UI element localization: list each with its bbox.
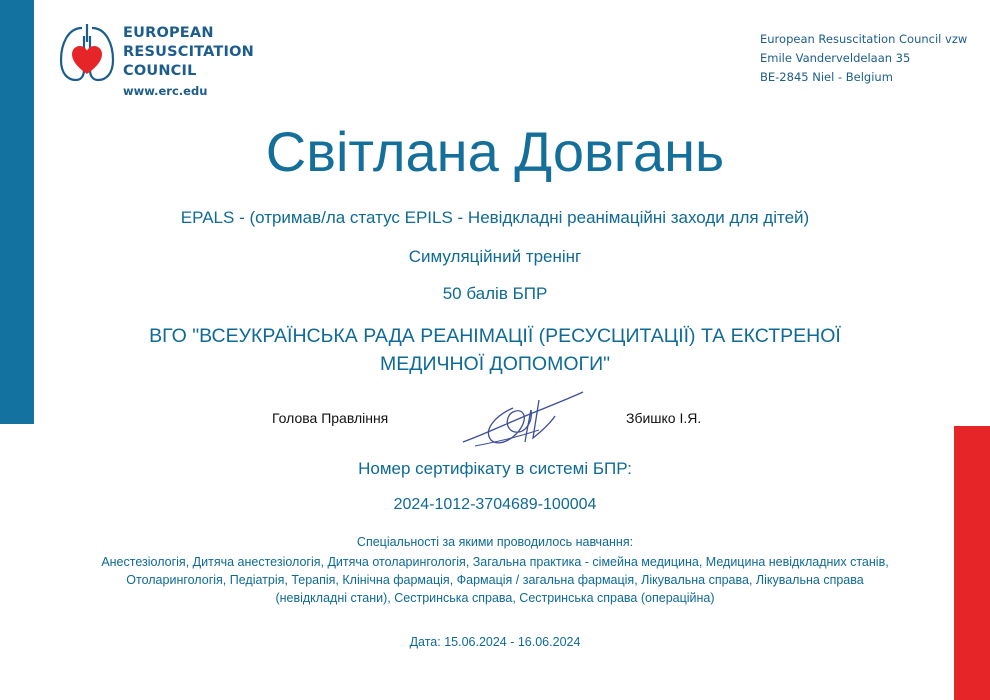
cpd-points: 50 балів БПР xyxy=(442,284,548,303)
certificate-number: 2024-1012-3704689-100004 xyxy=(393,496,597,513)
signatory-title: Голова Правління xyxy=(272,410,389,426)
organization-line-2: МЕДИЧНОЇ ДОПОМОГИ" xyxy=(379,353,611,375)
logo-url: www.erc.edu xyxy=(123,84,208,98)
specialties-title: Спеціальності за якими проводилось навчання: xyxy=(356,535,634,549)
specialties-line-1: Анестезіологія, Дитяча анестезіологія, Дитяча отоларингологія, Загальна практика - сімейна медицина, Медицина невідкладних станів, xyxy=(101,555,889,569)
signatory-name: Збишко І.Я. xyxy=(626,410,702,426)
specialties-line-3: (невідкладні стани), Сестринська справа, Сестринська справа (операційна) xyxy=(275,591,715,605)
organization-address xyxy=(760,30,967,87)
erc-logo xyxy=(58,22,254,98)
training-dates: Дата: 15.06.2024 - 16.06.2024 xyxy=(409,635,581,649)
issuing-organization xyxy=(0,322,990,378)
specialties-list xyxy=(40,553,950,607)
address-line-2: Emile Vanderveldelaan 35 xyxy=(760,51,911,65)
logo-text-line-3: COUNCIL xyxy=(123,63,197,79)
address-line-3: BE-2845 Niel - Belgium xyxy=(760,70,893,84)
address-line-1: European Resuscitation Council vzw xyxy=(760,32,968,46)
logo-text-line-2: RESUSCITATION xyxy=(123,44,254,60)
heart-lungs-logo-icon xyxy=(58,22,116,84)
logo-text-line-1: EUROPEAN xyxy=(123,25,214,41)
recipient-name: Світлана Довгань xyxy=(265,120,725,183)
organization-line-1: ВГО "ВСЕУКРАЇНСЬКА РАДА РЕАНІМАЦІЇ (РЕСУСЦИТАЦІЇ) ТА ЕКСТРЕНОЇ xyxy=(149,325,841,347)
training-type: Симуляційний тренінг xyxy=(408,247,582,266)
signature-image xyxy=(455,386,590,452)
course-title: EPALS - (отримав/ла статус EPILS - Невідкладні реанімаційні заходи для дітей) xyxy=(180,208,810,227)
certificate-number-label: Номер сертифікату в системі БПР: xyxy=(358,459,632,478)
specialties-line-2: Отоларингологія, Педіатрія, Терапія, Клінічна фармація, Фармація / загальна фармація, Лікувальна справа, Лікувальна справа xyxy=(126,573,864,587)
